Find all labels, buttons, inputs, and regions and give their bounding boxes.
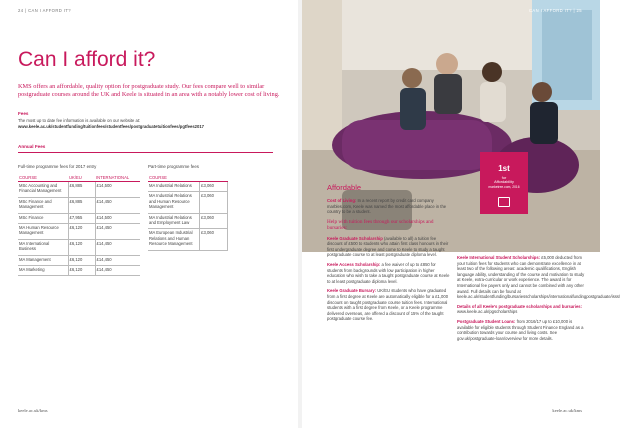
footer-url-left: keele.ac.uk/kms <box>18 408 48 413</box>
fee-cell: £14,450 <box>95 266 140 276</box>
paragraph-label: Keele Access Scholarship: <box>327 261 381 267</box>
course-cell: MA Management <box>18 255 68 265</box>
paragraph <box>327 219 452 232</box>
course-cell: MA European Industrial Relations and Human Resource Management <box>148 229 200 250</box>
course-cell: MSc Finance and Management <box>18 197 68 213</box>
paragraph <box>327 262 452 284</box>
fee-cell: £14,450 <box>95 239 140 255</box>
column-header: COURSE <box>148 175 200 182</box>
course-cell: MSc Accounting and Financial Management <box>18 182 68 198</box>
fee-cell: £6,120 <box>68 224 95 240</box>
affordable-heading: Affordable <box>327 183 362 192</box>
fee-cell: £3,060 <box>200 213 228 229</box>
affordability-badge <box>480 152 528 214</box>
course-cell: MA Industrial Relations <box>148 182 200 192</box>
table-row <box>18 224 140 240</box>
left-page <box>0 0 298 428</box>
fees-heading: Fees <box>18 111 29 116</box>
fee-cell: £3,060 <box>200 192 228 213</box>
table-row <box>148 182 228 192</box>
fee-cell: £6,120 <box>68 239 95 255</box>
right-page <box>302 0 620 428</box>
badge-line2: Affordability <box>494 180 514 184</box>
course-cell: MA Human Resource Management <box>18 224 68 240</box>
table-row <box>18 266 140 276</box>
paragraph-label: Keele International Student Scholarships: <box>457 255 541 260</box>
paragraph-text: a fee waiver of up to £850 for students from backgrounds with low participation in higher education who wish to take a taught postgraduate course at Keele to at least postgraduate diploma level. <box>327 261 450 284</box>
piggy-bank-icon <box>498 197 510 207</box>
fee-cell: £14,500 <box>95 182 140 198</box>
course-cell: MA Industrial Relations and Human Resource Management <box>148 192 200 213</box>
fee-cell: £14,450 <box>95 197 140 213</box>
running-head-left: 24 | CAN I AFFORD IT? <box>18 8 72 13</box>
table-row <box>18 255 140 265</box>
column-header: COURSE <box>18 175 68 182</box>
paragraph <box>457 255 620 300</box>
paragraph <box>457 319 587 341</box>
table-row <box>148 229 228 250</box>
intro-text: KMS offers an affordable, quality option for postgraduate study. Our fees compare well to similar postgraduate courses around the UK and Keele is situated in an area with a notably lower cost of living. <box>18 83 280 99</box>
fee-cell: £3,060 <box>200 182 228 192</box>
table-row <box>18 197 140 213</box>
fee-cell: £6,885 <box>68 182 95 198</box>
course-cell: MA Industrial Relations and Employment Law <box>148 213 200 229</box>
annual-fees-heading: Annual Fees <box>18 144 46 149</box>
paragraph-label: Keele Graduate Bursary: <box>327 288 377 294</box>
paragraph <box>327 288 452 322</box>
badge-rank: 1st <box>498 164 510 173</box>
badge-line3: marketree.com, 2016 <box>488 185 520 189</box>
fee-cell: £14,500 <box>95 213 140 223</box>
fee-cell: £3,060 <box>200 229 228 250</box>
paragraph <box>327 198 452 215</box>
course-cell: MA International Business <box>18 239 68 255</box>
fulltime-table-title: Full-time programme fees for 2017 entry <box>18 164 97 169</box>
course-cell: MSc Finance <box>18 213 68 223</box>
course-cell: MA Marketing <box>18 266 68 276</box>
subheading: Help with tuition fees through our scholarships and bursaries: <box>327 218 434 232</box>
fee-cell: £6,120 <box>68 255 95 265</box>
fee-cell: £6,120 <box>68 266 95 276</box>
column-left <box>327 198 452 326</box>
paragraph <box>457 304 587 315</box>
fee-cell: £6,885 <box>68 197 95 213</box>
paragraph-text: UK/EU students who have graduated from a first degree at Keele are automatically eligible for a £1,000 discount on taught postgraduate course tuition fees. International students with a first degree from Keele, or a Keele programme delivered overseas, are offered a discount of 15% of the taught postgraduate course fee. <box>327 288 449 322</box>
running-head-right: CAN I AFFORD IT? | 25 <box>528 8 582 13</box>
table-row <box>18 239 140 255</box>
table-row <box>18 182 140 198</box>
table-row <box>18 213 140 223</box>
fee-cell: £14,450 <box>95 224 140 240</box>
fee-cell: £14,450 <box>95 255 140 265</box>
paragraph-text: from 2016/17 up to £10,000 is available for eligible students through Student Finance England as a contribution towards your course and living costs. See gov.uk/postgraduate-loan/overview for more details. <box>457 318 584 341</box>
column-header: UK/EU <box>68 175 95 182</box>
divider <box>18 152 273 153</box>
footer-url-right: keele.ac.uk/kms <box>552 408 582 413</box>
paragraph-label: Postgraduate Student Loans: <box>457 318 516 324</box>
fulltime-fees-table <box>18 175 140 276</box>
parttime-table-title: Part-time programme fees <box>148 164 199 169</box>
column-header: INTERNATIONAL <box>95 175 140 182</box>
table-row <box>148 192 228 213</box>
parttime-fees-table <box>148 175 228 251</box>
paragraph-text: www.keele.ac.uk/pgscholarships <box>457 309 518 315</box>
paragraph-text: £5,000 deducted from your tuition fees for students who can demonstrate excellence in at least two of the following areas: academic qualifications, English language ability, understanding of the course and motivation to study at Keele, extra-curricular or work experience. The award is for International fee payers only and cannot be combined with any other award. Full details can be found at keele.ac.uk/studentfunding/bursariesscholarships/internationalfundingpostgraduate/isss/ <box>457 255 620 300</box>
paragraph-label: Details of all Keele's postgraduate scholarships and bursaries: <box>457 303 583 309</box>
paragraph-text: (available to all) a tuition fee discount of £500 to students who attain first class honours in their first undergraduate degree and come to Keele to study a taught postgraduate course to at least postgraduate diploma level. <box>327 235 449 258</box>
table-row <box>148 213 228 229</box>
fee-cell: £7,955 <box>68 213 95 223</box>
paragraph-label: Cost of Living: <box>327 198 357 203</box>
paragraph-label: Keele Graduate Scholarship <box>327 235 383 241</box>
fees-text: The most up to date fee information is available on our website at: <box>18 118 141 123</box>
page-title: Can I afford it? <box>18 48 156 71</box>
badge-line1: for <box>501 176 507 180</box>
paragraph <box>327 236 452 258</box>
paragraph-text: In a recent report by credit card company marbles.com, Keele was named the most affordable place in the country to be a student. <box>327 198 447 215</box>
fees-url-link[interactable]: www.keele.ac.uk/studentfunding/tuitionfees/studentfees/postgraduatetuitionfees/pgtfees2017 <box>18 124 204 129</box>
column-right <box>457 255 620 345</box>
